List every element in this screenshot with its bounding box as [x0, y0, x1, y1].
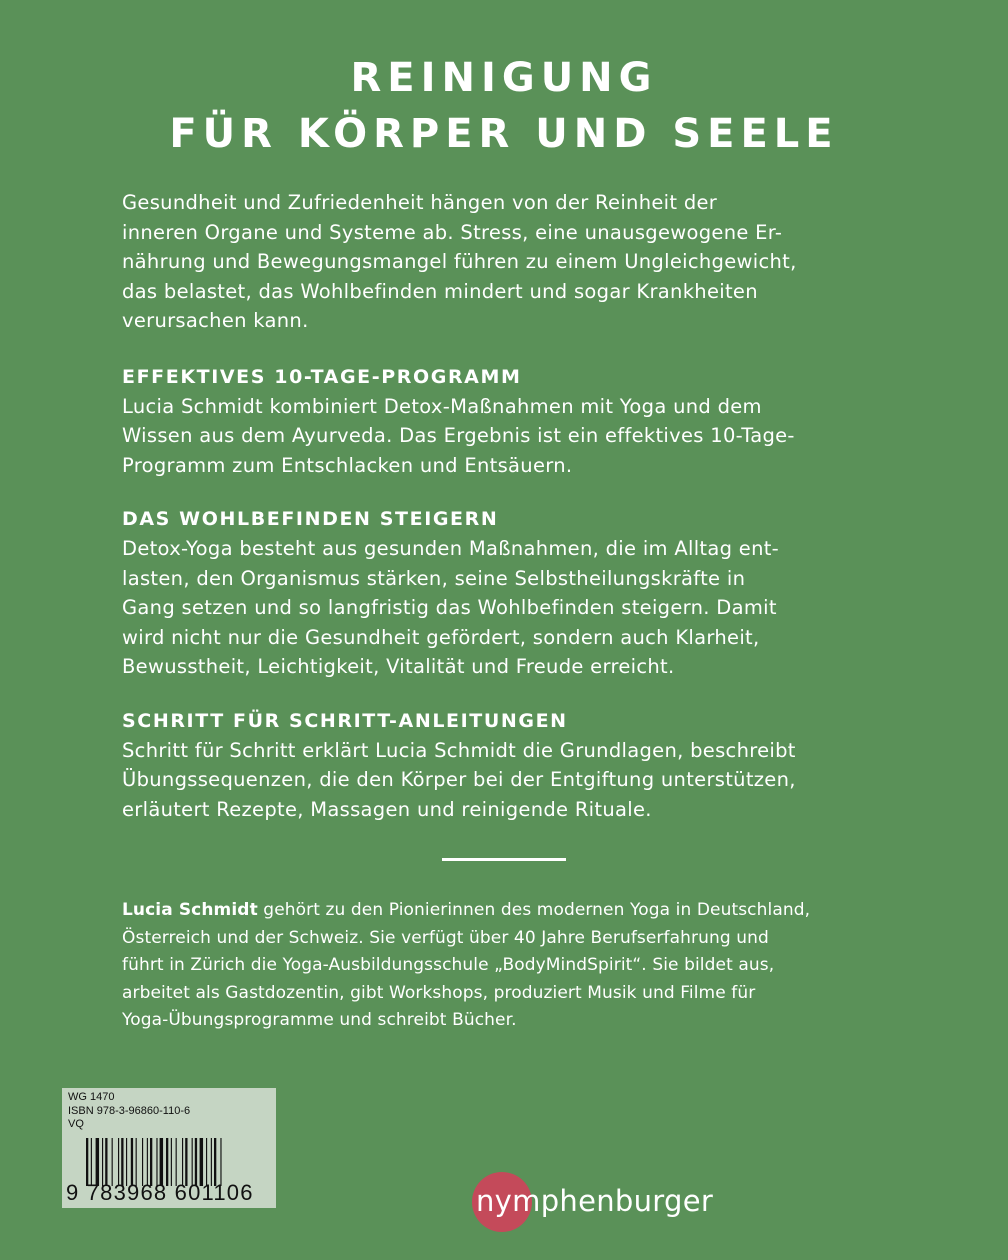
publisher-logo [472, 1172, 732, 1232]
title-line-1: REINIGUNG [350, 55, 658, 101]
section-line: Schritt für Schritt erklärt Lucia Schmidt die Grundlagen, beschreibt [122, 738, 796, 762]
barcode-bar [105, 1138, 107, 1186]
bio-line: Österreich und der Schweiz. Sie verfügt über 40 Jahre Berufserfahrung und [122, 927, 769, 948]
bio-line-rest: gehört zu den Pionierinnen des modernen Yoga in Deutschland, [257, 900, 811, 920]
intro-paragraph [122, 188, 882, 336]
section-heading: EFFEKTIVES 10-TAGE-PROGRAMM [122, 365, 522, 388]
barcode-bar [220, 1138, 221, 1186]
author-bio [122, 897, 892, 1035]
barcode-bar [156, 1138, 157, 1186]
intro-line: nährung und Bewegungsmangel führen zu einem Ungleichgewicht, [122, 250, 797, 273]
isbn-number: ISBN 978-3-96860-110-6 [68, 1104, 191, 1117]
barcode-bar [171, 1138, 172, 1186]
barcode-digits: 9 783968 601106 [66, 1180, 254, 1205]
section-line: wird nicht nur die Gesundheit gefördert, sondern auch Klarheit, [122, 625, 760, 649]
publisher-name: nymphenburger [476, 1184, 714, 1218]
section-line: erläutert Rezepte, Massagen und reinigende Rituale. [122, 797, 652, 821]
barcode-bars [86, 1138, 266, 1186]
barcode-bar [147, 1138, 148, 1186]
barcode-bar [176, 1138, 177, 1186]
barcode-bar [102, 1138, 103, 1186]
bio-line [122, 897, 892, 925]
bio-line: Yoga-Übungsprogramme und schreibt Bücher. [122, 1010, 517, 1030]
blurb-content [122, 188, 882, 849]
barcode-bar [118, 1138, 119, 1186]
barcode-bar [136, 1138, 137, 1186]
section-heading: DAS WOHLBEFINDEN STEIGERN [122, 508, 499, 530]
intro-line: inneren Organe und Systeme ab. Stress, eine unausgewogene Er- [122, 220, 783, 244]
barcode-bar [126, 1138, 127, 1186]
title-line-2: FÜR KÖRPER UND SEELE [169, 111, 839, 157]
barcode-bar [86, 1138, 88, 1186]
section-line: Bewusstheit, Leichtigkeit, Vitalität und Freude erreicht. [122, 655, 675, 678]
barcode-bar [121, 1138, 123, 1186]
isbn-barcode-box [62, 1088, 276, 1208]
section-line: Lucia Schmidt kombiniert Detox-Maßnahmen mit Yoga und dem [122, 394, 762, 418]
barcode-bar [195, 1138, 197, 1186]
section-heading: SCHRITT FÜR SCHRITT-ANLEITUNGEN [122, 709, 568, 732]
bio-line: arbeitet als Gastdozentin, gibt Workshops, produziert Musik und Filme für [122, 982, 756, 1003]
barcode-bar [96, 1138, 99, 1186]
intro-line: Gesundheit und Zufriedenheit hängen von der Reinheit der [122, 191, 718, 214]
section-line: Gang setzen und so langfristig das Wohlbefinden steigern. Damit [122, 596, 777, 619]
section-anleitungen [122, 707, 882, 825]
barcode-bar [185, 1138, 187, 1186]
barcode-bar [214, 1138, 216, 1186]
section-line: Wissen aus dem Ayurveda. Das Ergebnis ist ein effektives 10-Tage- [122, 424, 795, 447]
section-wohlbefinden [122, 505, 882, 682]
barcode-bar [182, 1138, 183, 1186]
intro-line: das belastet, das Wohlbefinden mindert und sogar Krankheiten [122, 279, 758, 303]
barcode-bar [150, 1138, 152, 1186]
author-name: Lucia Schmidt [122, 900, 258, 920]
barcode-bar [142, 1138, 143, 1186]
barcode-bar [192, 1138, 193, 1186]
barcode-bar [91, 1138, 92, 1186]
barcode-bar [112, 1138, 113, 1186]
book-title [0, 50, 1008, 162]
bio-line: führt in Zürich die Yoga-Ausbildungsschule „BodyMindSpirit“. Sie bildet aus, [122, 955, 775, 975]
barcode-bar [211, 1138, 212, 1186]
barcode-bar [166, 1138, 168, 1186]
barcode-bar [200, 1138, 203, 1186]
section-line: Programm zum Entschlacken und Entsäuern. [122, 453, 573, 477]
section-line: Detox-Yoga besteht aus gesunden Maßnahmen, die im Alltag ent- [122, 537, 780, 560]
intro-line: verursachen kann. [122, 309, 309, 332]
section-10-tage-programm [122, 363, 882, 481]
wg-number: WG 1470 [68, 1091, 115, 1103]
barcode-bar [131, 1138, 133, 1186]
barcode-bar [206, 1138, 207, 1186]
barcode-bar [160, 1138, 163, 1186]
vq-code: VQ [68, 1118, 84, 1130]
section-divider [442, 858, 566, 861]
section-line: lasten, den Organismus stärken, seine Selbstheilungskräfte in [122, 566, 746, 590]
section-line: Übungssequenzen, die den Körper bei der Entgiftung unterstützen, [122, 768, 796, 791]
